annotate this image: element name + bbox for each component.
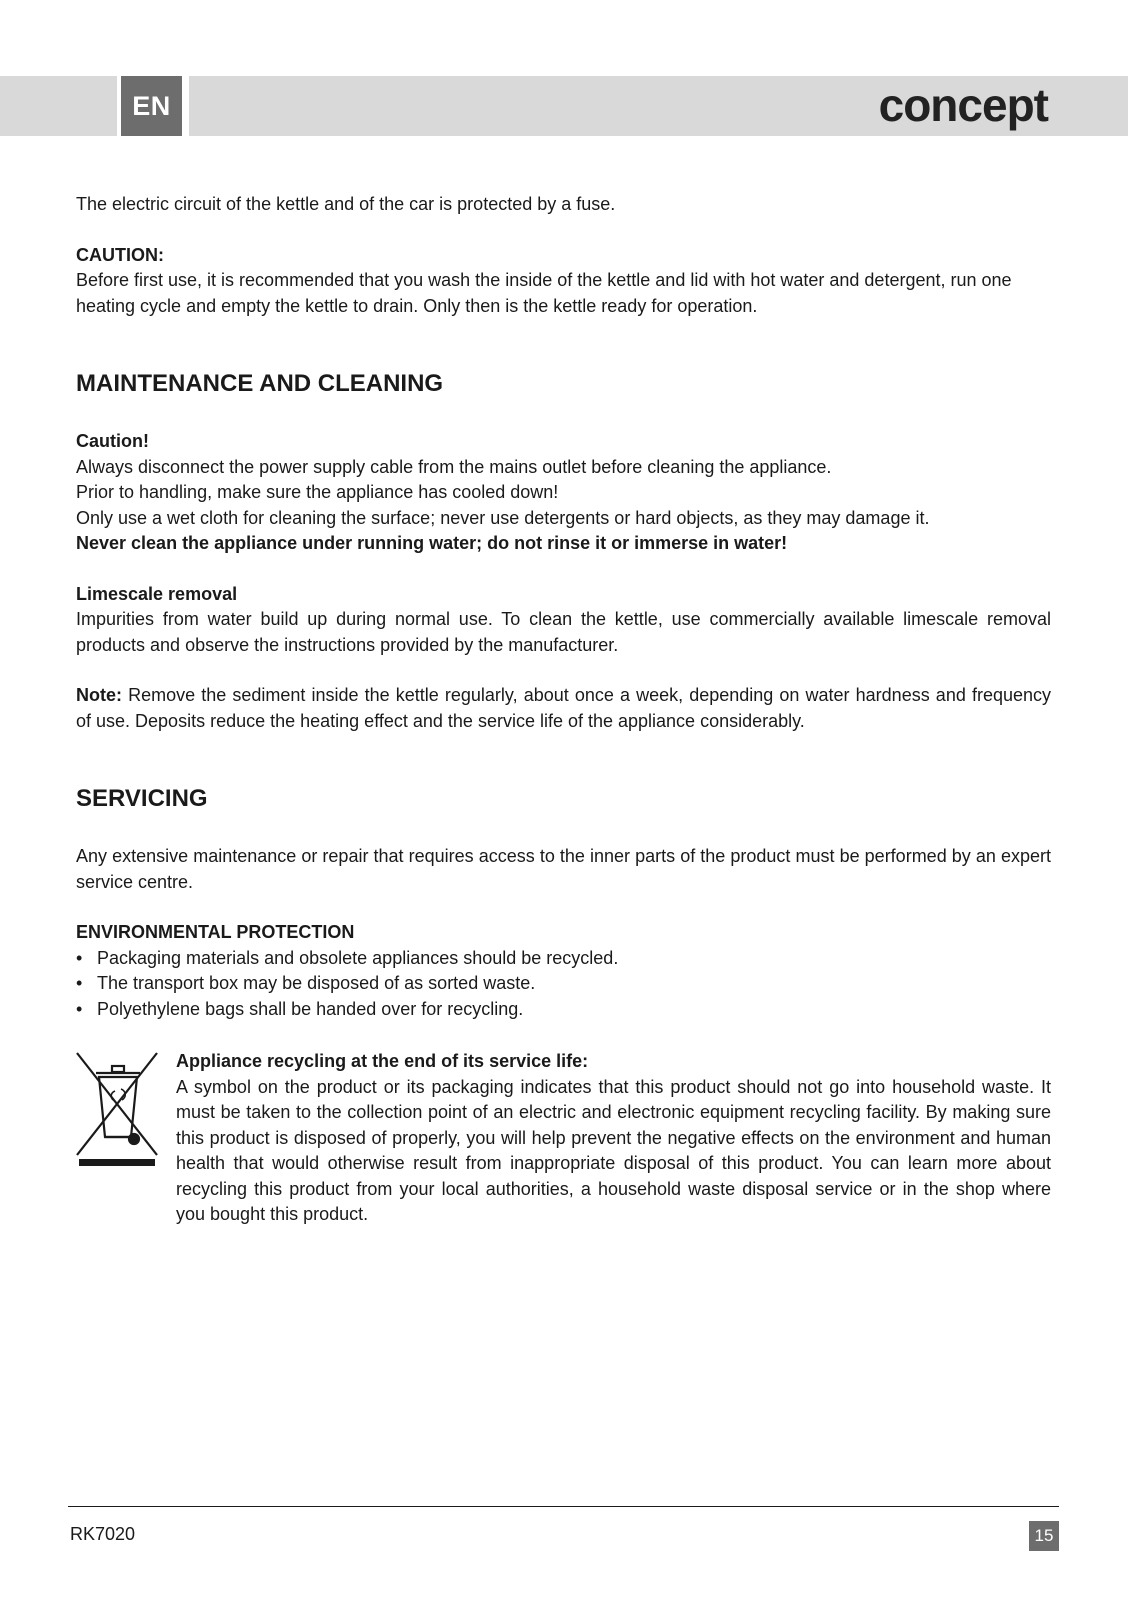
servicing-text: Any extensive maintenance or repair that requires access to the inner parts of the product must be performed by an expert service centre. bbox=[76, 846, 1051, 892]
maintenance-line: Always disconnect the power supply cable from the mains outlet before cleaning the appliance. bbox=[76, 456, 832, 477]
note-label: Note: bbox=[76, 685, 122, 705]
water-warning: Never clean the appliance under running water; do not rinse it or immerse in water! bbox=[76, 533, 788, 553]
bullet-dot: • bbox=[76, 973, 83, 993]
brand-logo: concept bbox=[878, 79, 1048, 131]
crossed-out-wheelie-bin-icon bbox=[76, 1049, 158, 1228]
list-item bbox=[76, 946, 1051, 972]
recycling-text: A symbol on the product or its packaging indicates that this product should not go into household waste. It must be taken to the collection point of an electric and electronic equipment recycling facility. By making sure this product is disposed of properly, you will help prevent the negative effects on the environment and human health that would otherwise result from inappropriate disposal of this product. You can learn more about recycling this product from your local authorities, a household waste disposal service or in the shop where you bought this product. bbox=[176, 1076, 1051, 1224]
list-item bbox=[76, 997, 1051, 1023]
recycling-text-block bbox=[176, 1049, 1051, 1228]
caution-heading: CAUTION: bbox=[76, 244, 164, 265]
header-bar bbox=[189, 76, 1128, 136]
servicing-title: SERVICING bbox=[76, 785, 208, 812]
maintenance-line: Only use a wet cloth for cleaning the surface; never use detergents or hard objects, as they may damage it. bbox=[76, 507, 930, 528]
limescale-text: Impurities from water build up during normal use. To clean the kettle, use commercially available limescale removal products and observe the instructions provided by the manufacturer. bbox=[76, 609, 1051, 655]
list-item-text: Packaging materials and obsolete appliances should be recycled. bbox=[97, 947, 619, 968]
recycling-heading: Appliance recycling at the end of its service life: bbox=[176, 1051, 589, 1071]
recycling-section bbox=[76, 1049, 1051, 1228]
maintenance-line: Prior to handling, make sure the appliance has cooled down! bbox=[76, 482, 559, 502]
environment-list bbox=[76, 946, 1051, 1023]
environment-heading: ENVIRONMENTAL PROTECTION bbox=[76, 922, 355, 942]
page-number: 15 bbox=[1029, 1521, 1059, 1551]
page-content bbox=[76, 192, 1051, 1228]
fuse-text: The electric circuit of the kettle and of the car is protected by a fuse. bbox=[76, 194, 616, 214]
note-paragraph bbox=[76, 683, 1051, 734]
model-number: RK7020 bbox=[70, 1524, 136, 1544]
footer-divider bbox=[68, 1506, 1059, 1507]
list-item-text: Polyethylene bags shall be handed over for recycling. bbox=[97, 998, 524, 1019]
bullet-dot: • bbox=[76, 998, 83, 1019]
bullet-dot: • bbox=[76, 947, 83, 968]
maintenance-title: MAINTENANCE AND CLEANING bbox=[76, 370, 444, 397]
caution-text: Before first use, it is recommended that you wash the inside of the kettle and lid with hot water and detergent, run one heating cycle and empty the kettle to drain. Only then is the kettle ready for operation. bbox=[76, 270, 1012, 316]
list-item-text: The transport box may be disposed of as sorted waste. bbox=[97, 973, 536, 993]
language-badge: EN bbox=[121, 76, 182, 136]
maintenance-caution-label: Caution! bbox=[76, 431, 149, 451]
list-item bbox=[76, 971, 1051, 997]
note-text: Remove the sediment inside the kettle regularly, about once a week, depending on water hardness and frequency of use. Deposits reduce the heating effect and the service life of the appliance considerably. bbox=[76, 685, 1051, 731]
limescale-heading: Limescale removal bbox=[76, 583, 238, 604]
header-left-bar bbox=[0, 76, 117, 136]
